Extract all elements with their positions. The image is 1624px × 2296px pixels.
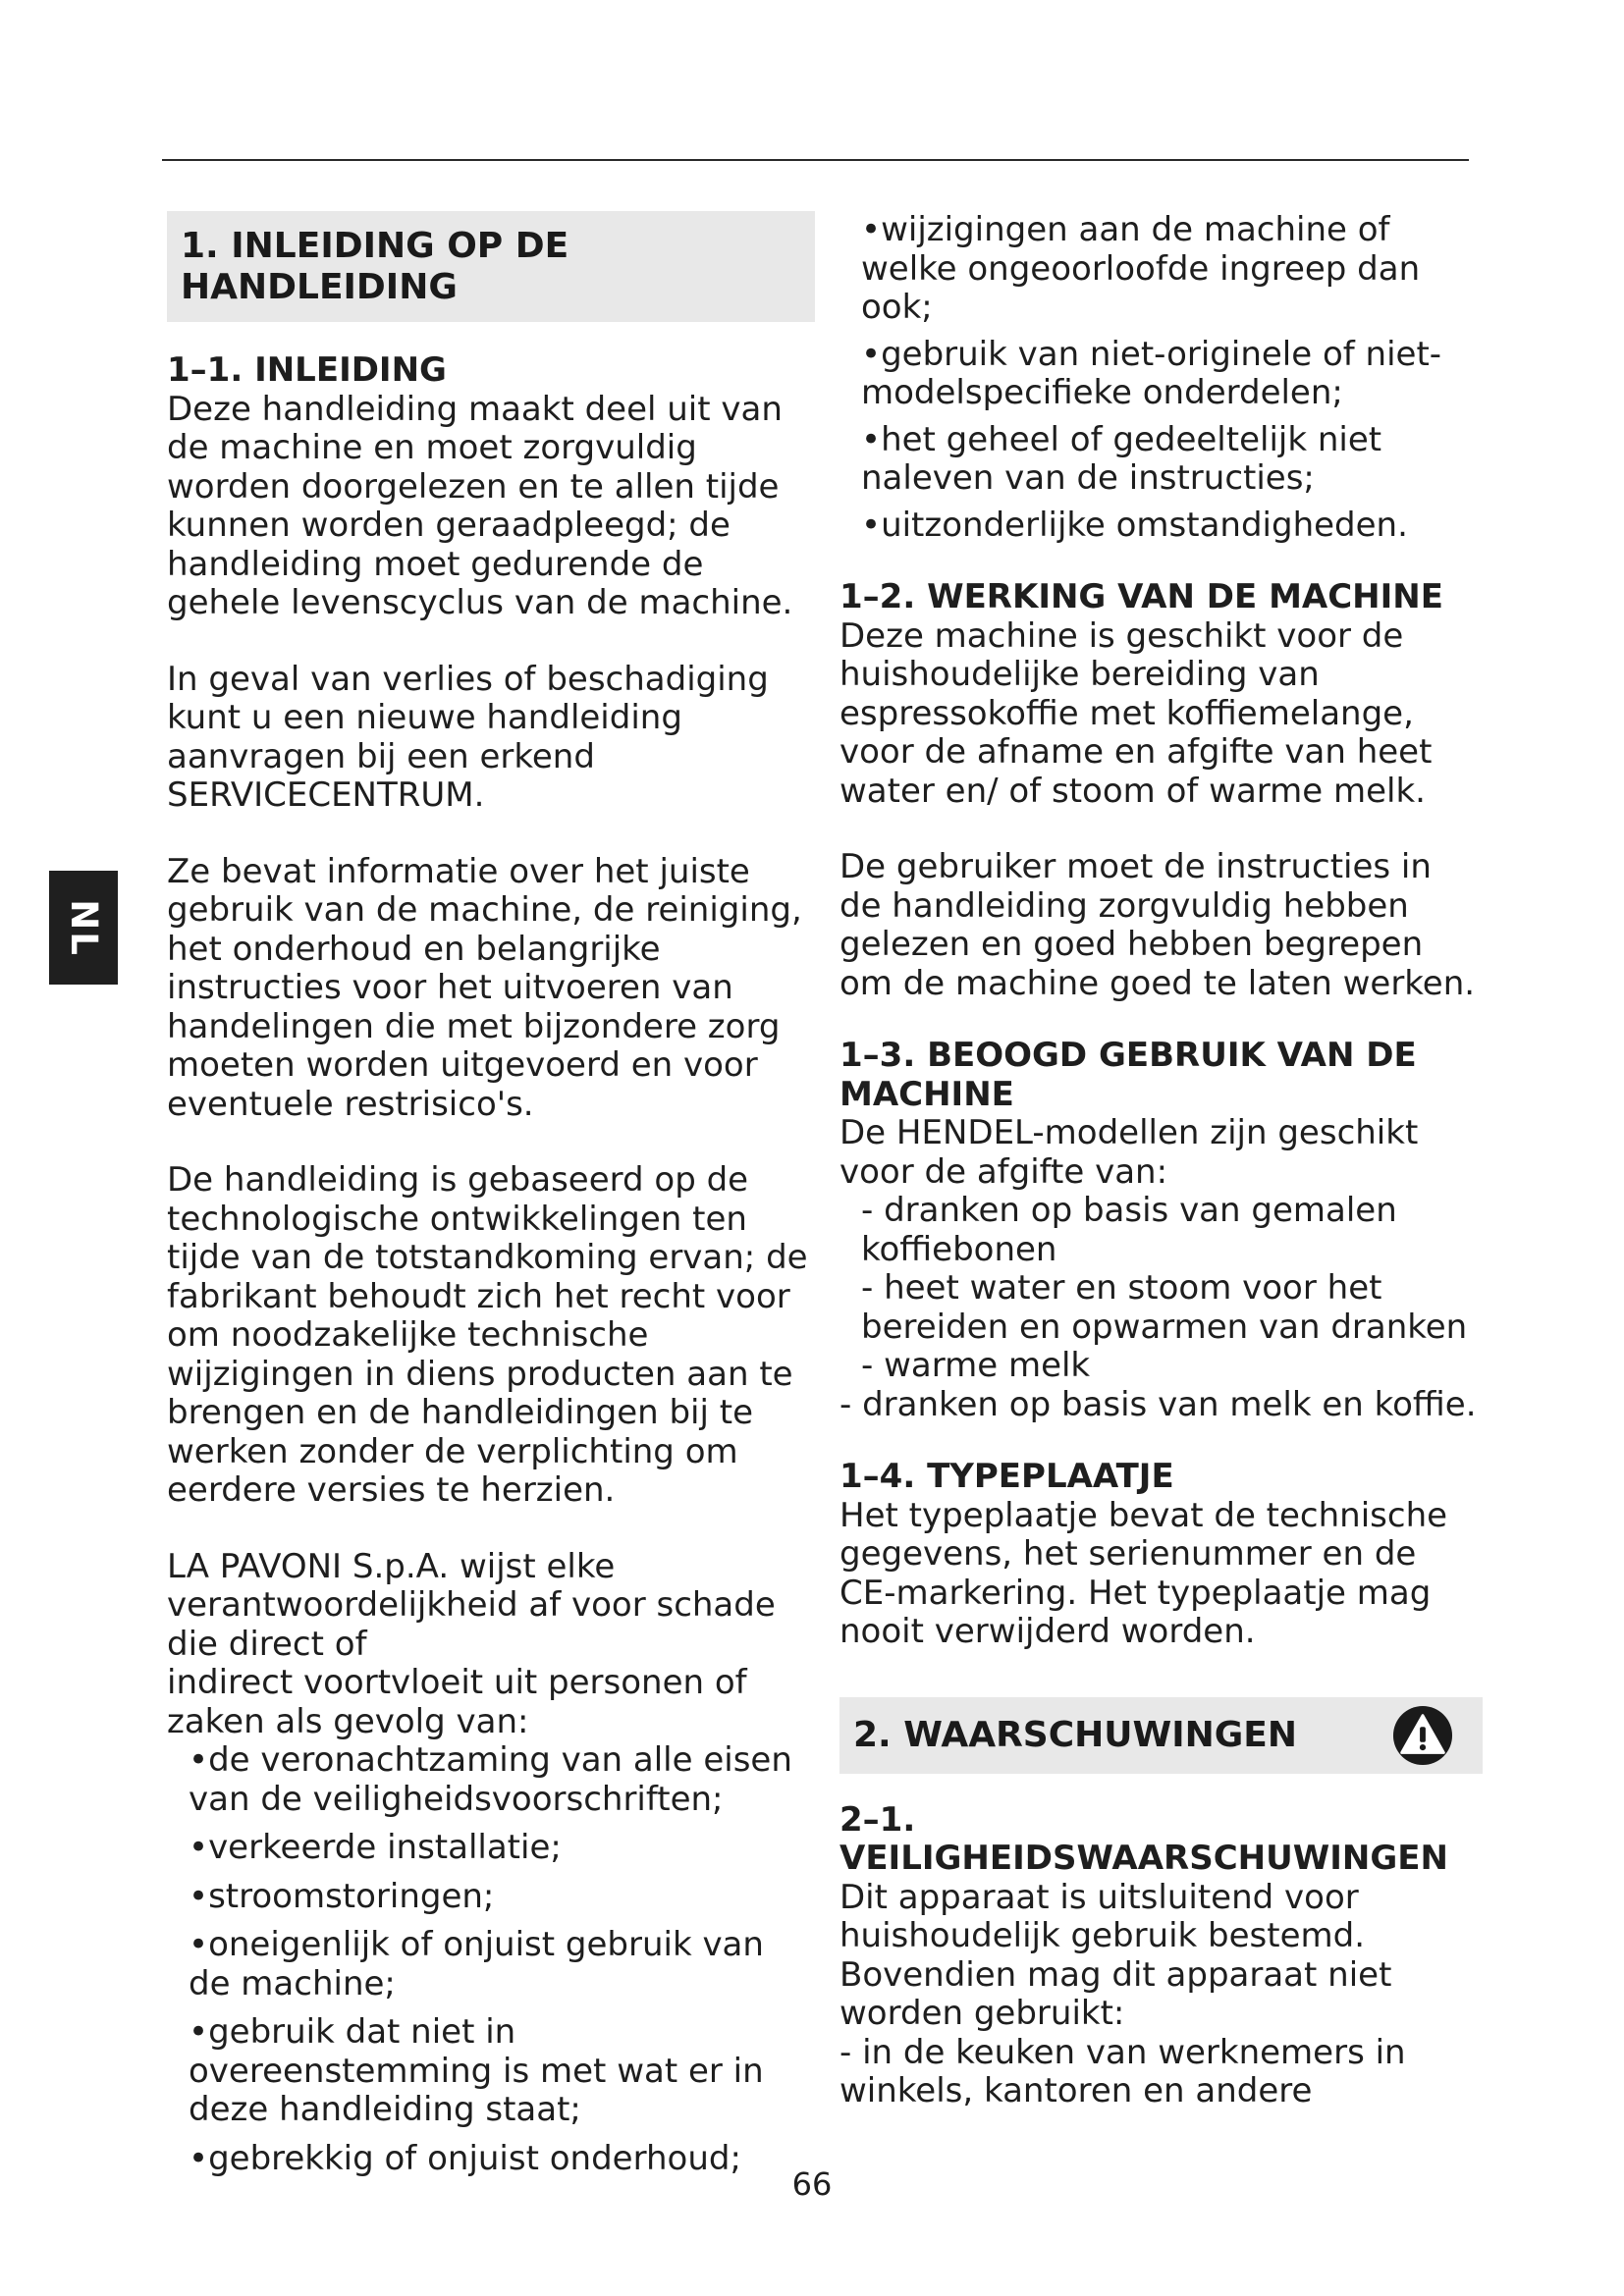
paragraph-1-2-a: Deze machine is geschikt voor de huishoudelijke bereiding van espressokoffie met koffiemelange, voor de afname en afgifte van heet water en/ of stoom of warme melk. [839, 615, 1433, 811]
top-rule [162, 159, 1469, 161]
heading-1-3: 1–3. BEOOGD GEBRUIK VAN DE MACHINE [839, 1036, 1417, 1114]
list-item: - heet water en stoom voor het bereiden en opwarmen van dranken [861, 1268, 1468, 1347]
paragraph-1-2-b: De gebruiker moet de instructies in de handleiding zorgvuldig hebben gelezen en goed hebben begrepen om de machine goed te laten werken. [839, 847, 1476, 1003]
list-item: • gebruik dat niet in overeenstemming is met wat er in deze handleiding staat; [189, 2013, 815, 2130]
list-item: • gebrekkig of onjuist onderhoud; [189, 2140, 815, 2179]
paragraph-1-1-a: Deze handleiding maakt deel uit van de machine en moet zorgvuldig worden doorgelezen en te allen tijde kunnen worden geraadpleegd; de handleiding moet gedurende de gehele levenscyclus van de machine. [167, 389, 793, 622]
list-item: • gebruik van niet-originele of niet-modelspecifieke onderdelen; [861, 336, 1483, 413]
list-item: - warme melk [861, 1346, 1091, 1385]
page-number: 66 [791, 2165, 833, 2203]
list-item: • verkeerde installatie; [189, 1829, 815, 1868]
liability-list-continued [839, 211, 1483, 545]
list-item: • stroomstoringen; [189, 1878, 815, 1917]
left-column [167, 211, 815, 2188]
section-1-title: 1. INLEIDING OP DE HANDLEIDING [181, 226, 569, 307]
language-tab [49, 871, 118, 985]
paragraph-1-1-e: LA PAVONI S.p.A. wijst elke verantwoordelijkheid af voor schade die direct of [167, 1546, 776, 1664]
heading-1-4: 1–4. TYPEPLAATJE [839, 1457, 1174, 1496]
paragraph-2-1-b: - in de keuken van werknemers in winkels, kantoren en andere [839, 2032, 1406, 2110]
list-item: • het geheel of gedeeltelijk niet naleven van de instructies; [861, 421, 1483, 499]
section-2-header [839, 1697, 1483, 1774]
right-column [839, 211, 1483, 2111]
paragraph-2-1-a: Dit apparaat is uitsluitend voor huishoudelijk gebruik bestemd. Bovendien mag dit apparaat niet worden gebruikt: [839, 1877, 1392, 2033]
list-item: - dranken op basis van gemalen koffiebonen [861, 1191, 1397, 1269]
heading-1-2: 1–2. WERKING VAN DE MACHINE [839, 577, 1443, 616]
paragraph-1-1-c: Ze bevat informatie over het juiste gebruik van de machine, de reiniging, het onderhoud en belangrijke instructies voor het uitvoeren van handelingen die met bijzondere zorg moeten worden uitgevoerd en voor eventuele restrisico's. [167, 851, 802, 1124]
list-item: - dranken op basis van melk en koffie. [839, 1384, 1477, 1424]
paragraph-1-1-f: indirect voortvloeit uit personen of zaken als gevolg van: [167, 1663, 747, 1741]
paragraph-1-1-d: De handleiding is gebaseerd op de technologische ontwikkelingen ten tijde van de totstandkoming ervan; de fabrikant behoudt zich het recht voor om noodzakelijke technische wijzigingen in diens producten aan te brengen en de handleidingen bij te werken zonder de verplichting om eerdere versies te herzien. [167, 1160, 808, 1510]
warning-icon [1392, 1705, 1453, 1766]
list-item: • oneigenlijk of onjuist gebruik van de machine; [189, 1926, 815, 2003]
section-1-header [167, 211, 815, 322]
list-item: • de veronachtzaming van alle eisen van de veiligheidsvoorschriften; [189, 1741, 815, 1819]
heading-2-1: 2–1. VEILIGHEIDSWAARSCHUWINGEN [839, 1799, 1448, 1878]
liability-list [167, 1741, 815, 2178]
heading-1-1: 1–1. INLEIDING [167, 350, 447, 390]
list-item: • uitzonderlijke omstandigheden. [861, 507, 1483, 546]
paragraph-1-3-a: De HENDEL-modellen zijn geschikt voor de afgifte van: [839, 1113, 1419, 1192]
paragraph-1-1-b: In geval van verlies of beschadiging kunt u een nieuwe handleiding aanvragen bij een erkend SERVICECENTRUM. [167, 659, 769, 815]
section-2-title: 2. WAARSCHUWINGEN [853, 1714, 1298, 1755]
paragraph-1-4: Het typeplaatje bevat de technische gegevens, het serienummer en de CE-markering. Het typeplaatje mag nooit verwijderd worden. [839, 1495, 1448, 1651]
list-item: • wijzigingen aan de machine of welke ongeoorloofde ingreep dan ook; [861, 211, 1483, 328]
language-tab-label: NL [62, 898, 105, 957]
